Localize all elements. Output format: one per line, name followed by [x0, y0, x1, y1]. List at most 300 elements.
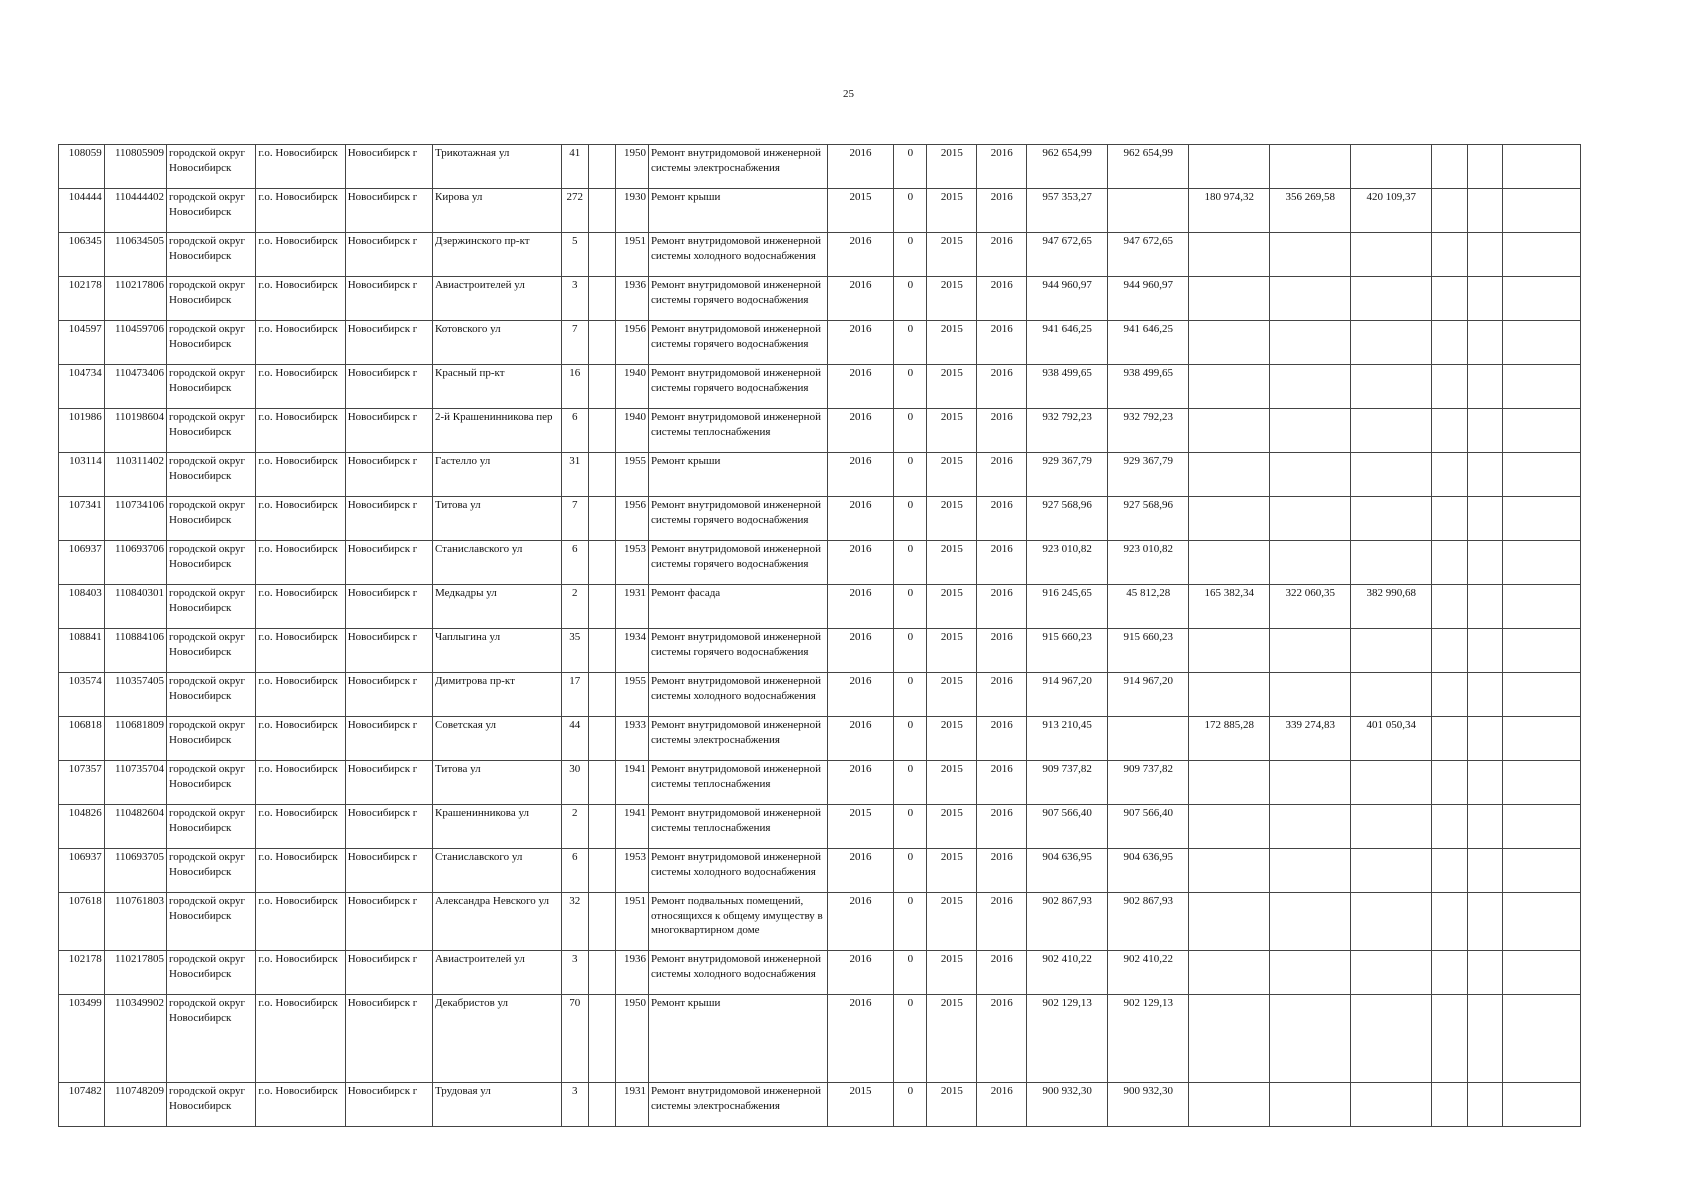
cell-cost-part-3 [1270, 995, 1351, 1083]
cell-cost-part-1: 941 646,25 [1108, 321, 1189, 365]
cell-municipal-district: г.о. Новосибирск [256, 541, 345, 585]
cell-extra-1 [1432, 409, 1467, 453]
cell-locality: Новосибирск г [345, 629, 432, 673]
cell-house-number: 7 [561, 321, 588, 365]
cell-plan-year: 2016 [827, 365, 893, 409]
cell-municipality: городской округ Новосибирск [167, 995, 256, 1083]
cell-locality: Новосибирск г [345, 673, 432, 717]
cell-year-built: 1941 [615, 761, 648, 805]
table-row [59, 189, 1581, 233]
cell-total-cost: 916 245,65 [1027, 585, 1108, 629]
cell-total-cost: 932 792,23 [1027, 409, 1108, 453]
cell-cost-part-4: 420 109,37 [1351, 189, 1432, 233]
cell-cost-part-1: 914 967,20 [1108, 673, 1189, 717]
cell-cost-part-1: 929 367,79 [1108, 453, 1189, 497]
cell-extra-1 [1432, 995, 1467, 1083]
cell-period-end: 2016 [977, 277, 1027, 321]
cell-extra-3 [1502, 893, 1580, 951]
cell-municipality: городской округ Новосибирск [167, 673, 256, 717]
cell-total-cost: 902 129,13 [1027, 995, 1108, 1083]
cell-extra-3 [1502, 145, 1580, 189]
cell-flag: 0 [894, 805, 927, 849]
cell-extra-3 [1502, 995, 1580, 1083]
cell-extra-2 [1467, 673, 1502, 717]
cell-cost-part-2 [1189, 233, 1270, 277]
table-row [59, 277, 1581, 321]
cell-municipal-district: г.о. Новосибирск [256, 365, 345, 409]
cell-cost-part-1: 904 636,95 [1108, 849, 1189, 893]
cell-house-id: 104597 [59, 321, 105, 365]
cell-work-id: 110748209 [104, 1083, 166, 1127]
cell-locality: Новосибирск г [345, 365, 432, 409]
cell-year-built: 1940 [615, 409, 648, 453]
cell-municipality: городской округ Новосибирск [167, 497, 256, 541]
cell-cost-part-4 [1351, 849, 1432, 893]
cell-period-end: 2016 [977, 189, 1027, 233]
cell-flag: 0 [894, 497, 927, 541]
cell-municipal-district: г.о. Новосибирск [256, 189, 345, 233]
cell-work-type: Ремонт внутридомовой инженерной системы электроснабжения [649, 1083, 828, 1127]
cell-total-cost: 947 672,65 [1027, 233, 1108, 277]
page-number: 25 [843, 88, 854, 100]
cell-period-start: 2015 [927, 321, 977, 365]
cell-extra-3 [1502, 761, 1580, 805]
cell-flag: 0 [894, 453, 927, 497]
cell-house-number: 35 [561, 629, 588, 673]
cell-building [588, 1083, 615, 1127]
cell-house-id: 106345 [59, 233, 105, 277]
cell-total-cost: 929 367,79 [1027, 453, 1108, 497]
cell-total-cost: 944 960,97 [1027, 277, 1108, 321]
cell-extra-1 [1432, 717, 1467, 761]
cell-cost-part-3 [1270, 233, 1351, 277]
cell-building [588, 189, 615, 233]
cell-work-type: Ремонт внутридомовой инженерной системы горячего водоснабжения [649, 541, 828, 585]
cell-street: Котовского ул [432, 321, 561, 365]
cell-work-id: 110482604 [104, 805, 166, 849]
cell-municipal-district: г.о. Новосибирск [256, 805, 345, 849]
cell-municipal-district: г.о. Новосибирск [256, 849, 345, 893]
cell-extra-1 [1432, 321, 1467, 365]
cell-extra-3 [1502, 189, 1580, 233]
cell-extra-3 [1502, 277, 1580, 321]
cell-period-start: 2015 [927, 995, 977, 1083]
cell-work-type: Ремонт внутридомовой инженерной системы электроснабжения [649, 145, 828, 189]
cell-extra-1 [1432, 233, 1467, 277]
cell-total-cost: 902 410,22 [1027, 951, 1108, 995]
cell-municipal-district: г.о. Новосибирск [256, 233, 345, 277]
cell-cost-part-1: 938 499,65 [1108, 365, 1189, 409]
cell-plan-year: 2016 [827, 673, 893, 717]
cell-cost-part-3: 356 269,58 [1270, 189, 1351, 233]
cell-locality: Новосибирск г [345, 849, 432, 893]
table-row [59, 497, 1581, 541]
cell-cost-part-2 [1189, 761, 1270, 805]
cell-municipal-district: г.о. Новосибирск [256, 145, 345, 189]
cell-extra-2 [1467, 277, 1502, 321]
cell-cost-part-4 [1351, 409, 1432, 453]
cell-period-end: 2016 [977, 673, 1027, 717]
cell-building [588, 805, 615, 849]
cell-house-id: 103499 [59, 995, 105, 1083]
cell-building [588, 995, 615, 1083]
cell-cost-part-2 [1189, 453, 1270, 497]
cell-cost-part-3 [1270, 145, 1351, 189]
cell-extra-2 [1467, 1083, 1502, 1127]
cell-locality: Новосибирск г [345, 277, 432, 321]
cell-work-id: 110681809 [104, 717, 166, 761]
cell-cost-part-4 [1351, 453, 1432, 497]
cell-municipality: городской округ Новосибирск [167, 145, 256, 189]
cell-cost-part-4 [1351, 805, 1432, 849]
cell-year-built: 1956 [615, 321, 648, 365]
cell-work-type: Ремонт внутридомовой инженерной системы холодного водоснабжения [649, 951, 828, 995]
cell-work-type: Ремонт крыши [649, 189, 828, 233]
cell-year-built: 1950 [615, 145, 648, 189]
cell-extra-1 [1432, 951, 1467, 995]
repair-register-table [58, 144, 1581, 1127]
cell-cost-part-1: 927 568,96 [1108, 497, 1189, 541]
cell-period-end: 2016 [977, 585, 1027, 629]
cell-extra-3 [1502, 805, 1580, 849]
cell-year-built: 1956 [615, 497, 648, 541]
cell-flag: 0 [894, 541, 927, 585]
cell-municipality: городской округ Новосибирск [167, 893, 256, 951]
cell-flag: 0 [894, 717, 927, 761]
cell-extra-2 [1467, 321, 1502, 365]
cell-street: Советская ул [432, 717, 561, 761]
cell-house-id: 102178 [59, 277, 105, 321]
cell-period-end: 2016 [977, 409, 1027, 453]
cell-work-type: Ремонт внутридомовой инженерной системы теплоснабжения [649, 409, 828, 453]
cell-total-cost: 941 646,25 [1027, 321, 1108, 365]
cell-period-end: 2016 [977, 365, 1027, 409]
cell-cost-part-1: 900 932,30 [1108, 1083, 1189, 1127]
cell-extra-3 [1502, 453, 1580, 497]
cell-building [588, 365, 615, 409]
cell-cost-part-3 [1270, 673, 1351, 717]
cell-extra-1 [1432, 453, 1467, 497]
cell-locality: Новосибирск г [345, 497, 432, 541]
cell-cost-part-2 [1189, 629, 1270, 673]
cell-period-end: 2016 [977, 849, 1027, 893]
cell-municipal-district: г.о. Новосибирск [256, 629, 345, 673]
cell-flag: 0 [894, 893, 927, 951]
cell-municipal-district: г.о. Новосибирск [256, 717, 345, 761]
cell-house-id: 102178 [59, 951, 105, 995]
cell-house-id: 103574 [59, 673, 105, 717]
cell-work-id: 110473406 [104, 365, 166, 409]
cell-period-start: 2015 [927, 805, 977, 849]
cell-flag: 0 [894, 761, 927, 805]
cell-cost-part-1: 902 410,22 [1108, 951, 1189, 995]
cell-work-id: 110693705 [104, 849, 166, 893]
cell-plan-year: 2015 [827, 189, 893, 233]
cell-extra-2 [1467, 761, 1502, 805]
cell-building [588, 233, 615, 277]
cell-house-id: 104734 [59, 365, 105, 409]
cell-building [588, 145, 615, 189]
cell-cost-part-2 [1189, 849, 1270, 893]
cell-year-built: 1951 [615, 233, 648, 277]
cell-work-type: Ремонт внутридомовой инженерной системы теплоснабжения [649, 761, 828, 805]
cell-house-id: 103114 [59, 453, 105, 497]
cell-locality: Новосибирск г [345, 453, 432, 497]
cell-work-id: 110840301 [104, 585, 166, 629]
cell-extra-2 [1467, 995, 1502, 1083]
cell-period-start: 2015 [927, 761, 977, 805]
cell-cost-part-1 [1108, 717, 1189, 761]
cell-period-start: 2015 [927, 717, 977, 761]
cell-extra-2 [1467, 453, 1502, 497]
cell-cost-part-2 [1189, 805, 1270, 849]
cell-year-built: 1953 [615, 541, 648, 585]
cell-cost-part-3 [1270, 951, 1351, 995]
cell-cost-part-3 [1270, 629, 1351, 673]
cell-municipality: городской округ Новосибирск [167, 849, 256, 893]
cell-work-id: 110217806 [104, 277, 166, 321]
cell-cost-part-3: 339 274,83 [1270, 717, 1351, 761]
cell-cost-part-3 [1270, 1083, 1351, 1127]
cell-building [588, 951, 615, 995]
cell-period-start: 2015 [927, 1083, 977, 1127]
cell-period-start: 2015 [927, 585, 977, 629]
cell-extra-3 [1502, 321, 1580, 365]
cell-cost-part-4: 401 050,34 [1351, 717, 1432, 761]
cell-flag: 0 [894, 321, 927, 365]
cell-cost-part-2 [1189, 145, 1270, 189]
cell-work-type: Ремонт внутридомовой инженерной системы горячего водоснабжения [649, 629, 828, 673]
cell-cost-part-3 [1270, 321, 1351, 365]
cell-building [588, 321, 615, 365]
cell-cost-part-4 [1351, 497, 1432, 541]
cell-building [588, 893, 615, 951]
cell-total-cost: 923 010,82 [1027, 541, 1108, 585]
cell-municipality: городской округ Новосибирск [167, 585, 256, 629]
cell-period-end: 2016 [977, 1083, 1027, 1127]
cell-cost-part-2 [1189, 893, 1270, 951]
cell-building [588, 673, 615, 717]
table-row [59, 951, 1581, 995]
table-row [59, 233, 1581, 277]
cell-extra-3 [1502, 497, 1580, 541]
cell-cost-part-1: 923 010,82 [1108, 541, 1189, 585]
cell-total-cost: 914 967,20 [1027, 673, 1108, 717]
cell-municipality: городской округ Новосибирск [167, 541, 256, 585]
cell-house-number: 2 [561, 585, 588, 629]
table-row [59, 1083, 1581, 1127]
cell-work-id: 110805909 [104, 145, 166, 189]
cell-street: Медкадры ул [432, 585, 561, 629]
cell-cost-part-4 [1351, 893, 1432, 951]
cell-municipal-district: г.о. Новосибирск [256, 893, 345, 951]
cell-plan-year: 2016 [827, 233, 893, 277]
cell-year-built: 1951 [615, 893, 648, 951]
table-row [59, 145, 1581, 189]
cell-house-number: 7 [561, 497, 588, 541]
cell-cost-part-4 [1351, 1083, 1432, 1127]
cell-plan-year: 2016 [827, 629, 893, 673]
table-row [59, 453, 1581, 497]
cell-year-built: 1936 [615, 951, 648, 995]
cell-cost-part-3 [1270, 893, 1351, 951]
cell-house-id: 108841 [59, 629, 105, 673]
cell-flag: 0 [894, 995, 927, 1083]
cell-work-id: 110884106 [104, 629, 166, 673]
cell-municipal-district: г.о. Новосибирск [256, 1083, 345, 1127]
cell-locality: Новосибирск г [345, 585, 432, 629]
cell-year-built: 1953 [615, 849, 648, 893]
cell-cost-part-4 [1351, 365, 1432, 409]
cell-municipality: городской округ Новосибирск [167, 409, 256, 453]
cell-period-start: 2015 [927, 893, 977, 951]
cell-extra-2 [1467, 951, 1502, 995]
cell-municipal-district: г.о. Новосибирск [256, 497, 345, 541]
cell-locality: Новосибирск г [345, 995, 432, 1083]
cell-period-start: 2015 [927, 849, 977, 893]
cell-extra-3 [1502, 365, 1580, 409]
cell-building [588, 453, 615, 497]
cell-extra-2 [1467, 497, 1502, 541]
cell-total-cost: 907 566,40 [1027, 805, 1108, 849]
cell-period-end: 2016 [977, 541, 1027, 585]
cell-municipal-district: г.о. Новосибирск [256, 761, 345, 805]
cell-cost-part-2 [1189, 541, 1270, 585]
cell-municipal-district: г.о. Новосибирск [256, 277, 345, 321]
cell-street: 2-й Крашенинникова пер [432, 409, 561, 453]
cell-flag: 0 [894, 277, 927, 321]
cell-flag: 0 [894, 145, 927, 189]
cell-extra-2 [1467, 805, 1502, 849]
cell-flag: 0 [894, 365, 927, 409]
cell-year-built: 1936 [615, 277, 648, 321]
cell-plan-year: 2016 [827, 541, 893, 585]
cell-house-number: 3 [561, 951, 588, 995]
table-row [59, 629, 1581, 673]
cell-extra-2 [1467, 409, 1502, 453]
cell-street: Титова ул [432, 761, 561, 805]
cell-house-number: 3 [561, 277, 588, 321]
cell-house-id: 107482 [59, 1083, 105, 1127]
cell-year-built: 1955 [615, 673, 648, 717]
cell-building [588, 761, 615, 805]
cell-street: Красный пр-кт [432, 365, 561, 409]
table-row [59, 849, 1581, 893]
cell-work-type: Ремонт фасада [649, 585, 828, 629]
table-row [59, 805, 1581, 849]
cell-work-type: Ремонт крыши [649, 453, 828, 497]
cell-cost-part-3 [1270, 849, 1351, 893]
cell-plan-year: 2016 [827, 849, 893, 893]
cell-building [588, 629, 615, 673]
cell-period-end: 2016 [977, 893, 1027, 951]
cell-cost-part-2 [1189, 1083, 1270, 1127]
cell-house-number: 16 [561, 365, 588, 409]
cell-extra-2 [1467, 849, 1502, 893]
cell-total-cost: 913 210,45 [1027, 717, 1108, 761]
cell-plan-year: 2016 [827, 409, 893, 453]
cell-total-cost: 900 932,30 [1027, 1083, 1108, 1127]
cell-extra-2 [1467, 717, 1502, 761]
cell-period-start: 2015 [927, 453, 977, 497]
cell-cost-part-1: 902 867,93 [1108, 893, 1189, 951]
cell-extra-1 [1432, 365, 1467, 409]
cell-street: Титова ул [432, 497, 561, 541]
cell-house-number: 32 [561, 893, 588, 951]
cell-work-id: 110217805 [104, 951, 166, 995]
cell-extra-2 [1467, 893, 1502, 951]
cell-house-id: 108403 [59, 585, 105, 629]
cell-house-number: 70 [561, 995, 588, 1083]
cell-extra-1 [1432, 761, 1467, 805]
cell-plan-year: 2016 [827, 321, 893, 365]
cell-house-number: 44 [561, 717, 588, 761]
cell-house-number: 6 [561, 849, 588, 893]
cell-locality: Новосибирск г [345, 761, 432, 805]
cell-municipality: городской округ Новосибирск [167, 951, 256, 995]
cell-work-id: 110198604 [104, 409, 166, 453]
cell-work-id: 110349902 [104, 995, 166, 1083]
table-row [59, 541, 1581, 585]
cell-cost-part-2 [1189, 365, 1270, 409]
cell-work-id: 110444402 [104, 189, 166, 233]
cell-period-start: 2015 [927, 409, 977, 453]
cell-street: Дзержинского пр-кт [432, 233, 561, 277]
cell-work-type: Ремонт внутридомовой инженерной системы горячего водоснабжения [649, 277, 828, 321]
cell-total-cost: 957 353,27 [1027, 189, 1108, 233]
cell-flag: 0 [894, 409, 927, 453]
table-row [59, 321, 1581, 365]
cell-extra-1 [1432, 629, 1467, 673]
cell-building [588, 409, 615, 453]
cell-plan-year: 2015 [827, 805, 893, 849]
cell-extra-2 [1467, 145, 1502, 189]
cell-house-id: 107341 [59, 497, 105, 541]
cell-plan-year: 2016 [827, 995, 893, 1083]
cell-building [588, 541, 615, 585]
cell-total-cost: 938 499,65 [1027, 365, 1108, 409]
cell-street: Трикотажная ул [432, 145, 561, 189]
cell-work-type: Ремонт внутридомовой инженерной системы холодного водоснабжения [649, 849, 828, 893]
cell-cost-part-3: 322 060,35 [1270, 585, 1351, 629]
cell-plan-year: 2016 [827, 497, 893, 541]
cell-year-built: 1934 [615, 629, 648, 673]
cell-street: Кирова ул [432, 189, 561, 233]
cell-cost-part-1: 45 812,28 [1108, 585, 1189, 629]
cell-extra-1 [1432, 585, 1467, 629]
cell-extra-1 [1432, 277, 1467, 321]
cell-municipal-district: г.о. Новосибирск [256, 409, 345, 453]
cell-extra-1 [1432, 805, 1467, 849]
cell-period-end: 2016 [977, 321, 1027, 365]
cell-extra-2 [1467, 629, 1502, 673]
cell-cost-part-4: 382 990,68 [1351, 585, 1432, 629]
table-row [59, 365, 1581, 409]
cell-house-number: 17 [561, 673, 588, 717]
cell-total-cost: 909 737,82 [1027, 761, 1108, 805]
cell-cost-part-3 [1270, 409, 1351, 453]
cell-house-number: 5 [561, 233, 588, 277]
table-row [59, 893, 1581, 951]
cell-cost-part-4 [1351, 145, 1432, 189]
cell-extra-1 [1432, 541, 1467, 585]
cell-cost-part-3 [1270, 497, 1351, 541]
cell-building [588, 849, 615, 893]
cell-period-end: 2016 [977, 233, 1027, 277]
cell-total-cost: 902 867,93 [1027, 893, 1108, 951]
cell-plan-year: 2016 [827, 717, 893, 761]
cell-flag: 0 [894, 189, 927, 233]
